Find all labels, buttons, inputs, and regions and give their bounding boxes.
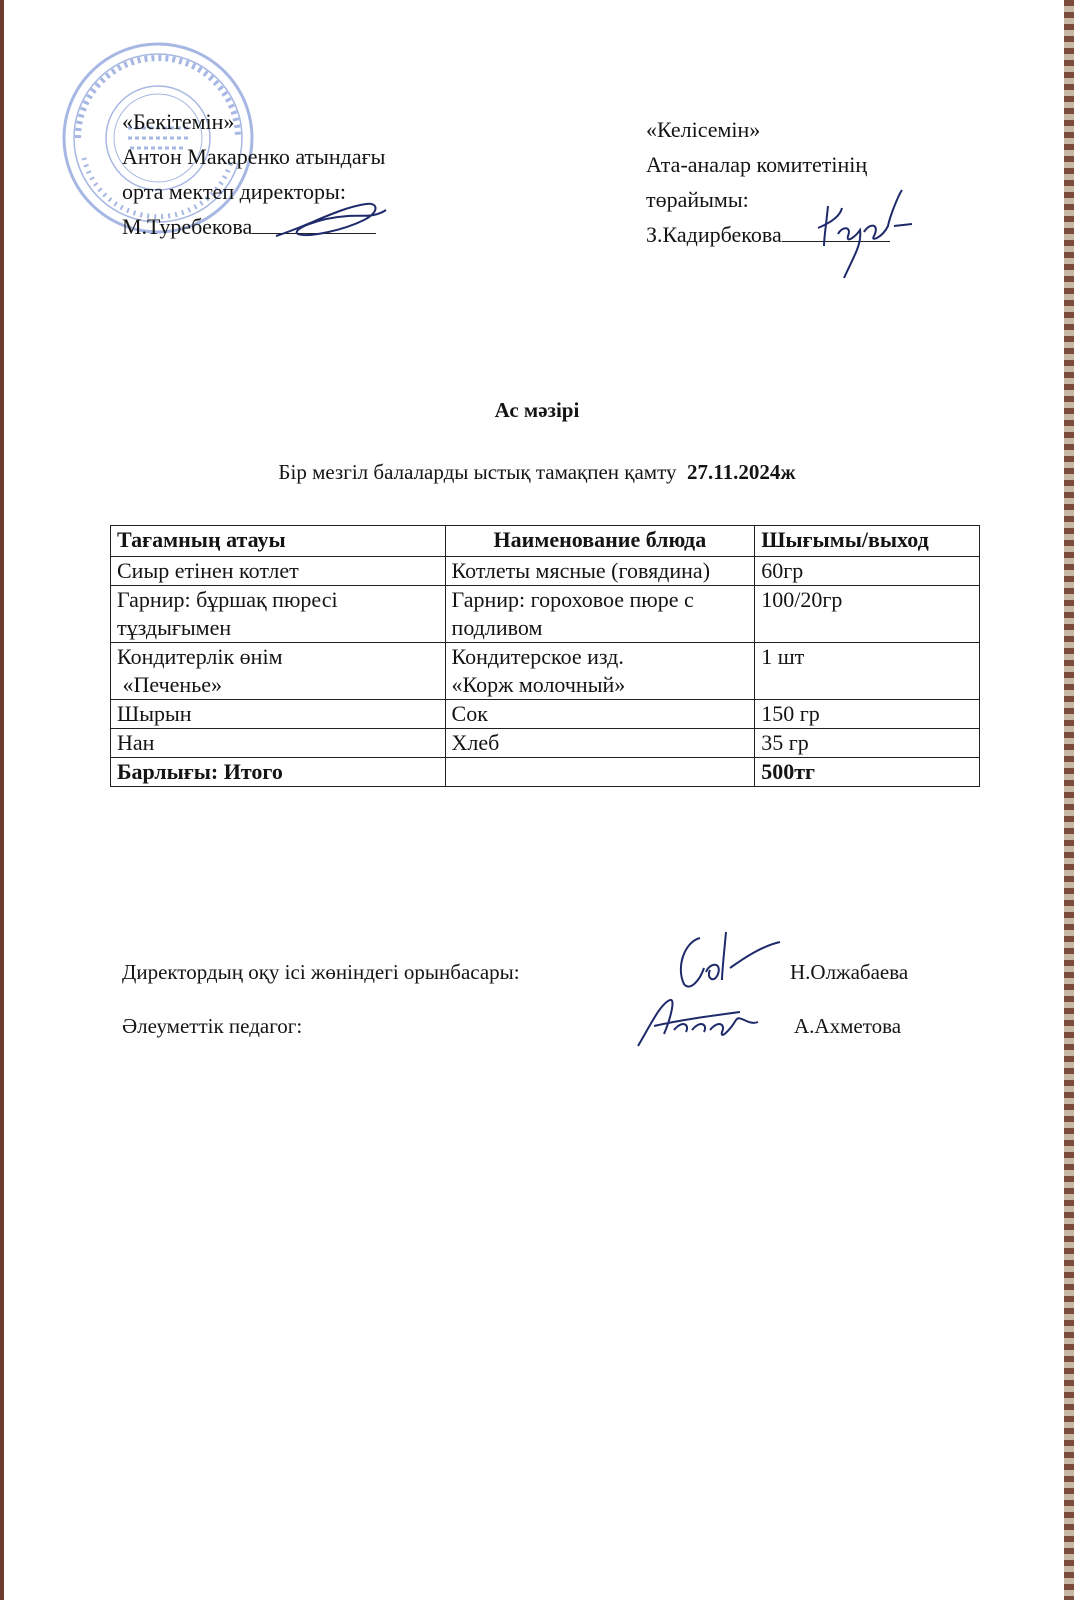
approve-line-2: орта мектеп директоры:	[122, 179, 346, 204]
approve-name: М.Туребекова	[122, 214, 253, 239]
pedagogue-signature-icon	[630, 990, 780, 1056]
cell-kz	[111, 729, 446, 758]
cell-text: Гарнир: гороховое пюре с	[451, 587, 694, 612]
table-row	[111, 586, 980, 643]
cell-kz	[111, 557, 446, 586]
cell-ru	[445, 643, 755, 700]
cell-text: Гарнир: бұршақ пюресі	[117, 587, 338, 612]
total-empty-cell	[445, 758, 755, 787]
social-label: Әлеуметтік педагог:	[122, 1014, 303, 1038]
total-label: Барлығы: Итого	[111, 758, 446, 787]
header-ru: Наименование блюда	[445, 526, 755, 557]
table-row	[111, 729, 980, 758]
cell-kz	[111, 643, 446, 700]
cell-text: «Печенье»	[117, 672, 223, 697]
agree-name: З.Кадирбекова	[646, 222, 782, 247]
page-edge-right	[1064, 0, 1074, 1600]
agree-line-2: төрайымы:	[646, 187, 749, 212]
cell-ru	[445, 729, 755, 758]
cell-text: Кондитерское изд.	[451, 644, 624, 669]
approve-line-1: Антон Макаренко атындағы	[122, 144, 386, 169]
cell-output: 60гр	[755, 557, 980, 586]
cell-output: 150 гр	[755, 700, 980, 729]
agree-heading: «Келісемін»	[646, 117, 761, 142]
cell-ru	[445, 700, 755, 729]
committee-signature-icon	[808, 186, 918, 286]
subtitle-text: Бір мезгіл балаларды ыстық тамақпен қамту	[278, 460, 677, 484]
table-row	[111, 557, 980, 586]
header-output: Шығымы/выход	[755, 526, 980, 557]
director-signature-icon	[268, 196, 398, 246]
cell-text: «Корж молочный»	[451, 672, 626, 697]
subtitle-date: 27.11.2024ж	[687, 460, 796, 484]
page-subtitle	[0, 460, 1074, 485]
page-edge-left	[0, 0, 4, 1600]
cell-text: тұздығымен	[117, 615, 232, 640]
cell-text: Шырын	[117, 701, 192, 726]
deputy-name: Н.Олжабаева	[790, 960, 909, 984]
cell-text: Нан	[117, 730, 155, 755]
cell-text: подливом	[451, 615, 543, 640]
cell-text: Кондитерлік өнім	[117, 644, 283, 669]
menu-table	[110, 525, 980, 787]
social-name: А.Ахметова	[794, 1014, 902, 1038]
page-title: Ас мәзірі	[494, 398, 580, 422]
cell-output: 1 шт	[755, 643, 980, 700]
cell-output: 100/20гр	[755, 586, 980, 643]
agree-line-1: Ата-аналар комитетінің	[646, 152, 868, 177]
cell-output: 35 гр	[755, 729, 980, 758]
approve-heading: «Бекітемін»	[122, 109, 235, 134]
total-value: 500тг	[755, 758, 980, 787]
cell-ru	[445, 586, 755, 643]
cell-text: Сок	[451, 701, 488, 726]
total-row	[111, 758, 980, 787]
table-row	[111, 643, 980, 700]
deputy-signature-icon	[670, 928, 790, 998]
cell-kz	[111, 586, 446, 643]
cell-kz	[111, 700, 446, 729]
cell-text: Хлеб	[451, 730, 500, 755]
cell-text: Котлеты мясные (говядина)	[451, 558, 711, 583]
header-kz: Тағамның атауы	[111, 526, 446, 557]
cell-text: Сиыр етінен котлет	[117, 558, 299, 583]
deputy-label: Директордың оқу ісі жөніндегі орынбасары:	[122, 960, 520, 984]
table-row	[111, 700, 980, 729]
cell-ru	[445, 557, 755, 586]
table-header-row	[111, 526, 980, 557]
